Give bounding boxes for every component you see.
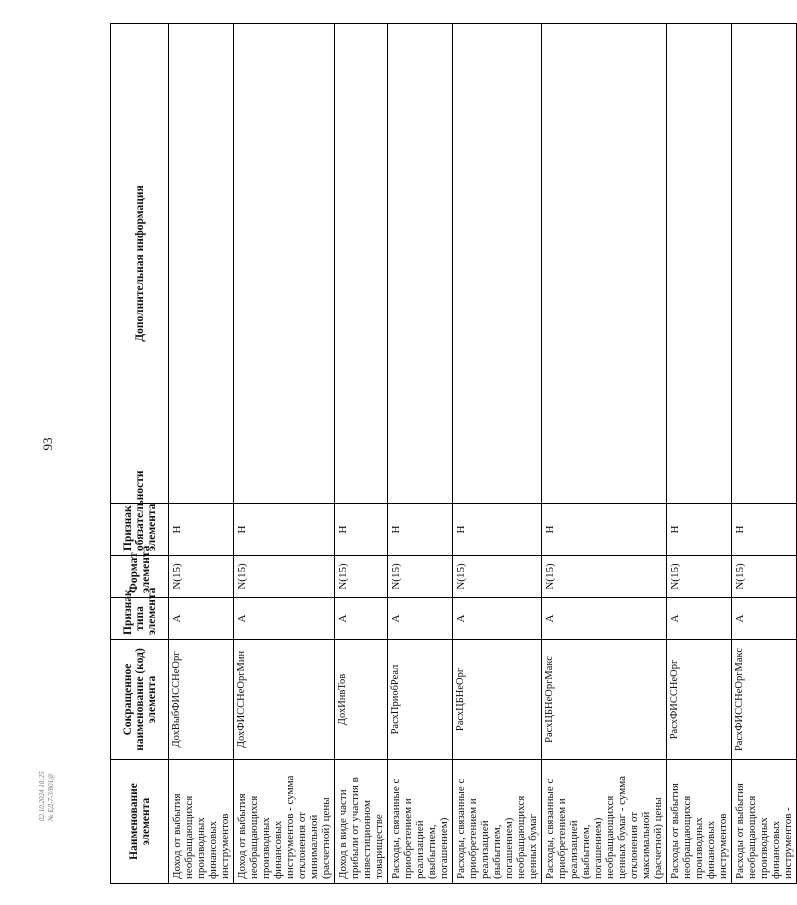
cell-required: Н bbox=[542, 504, 667, 556]
cell-name: Доход в виде части прибыли от участия в инвестиционном товариществе bbox=[335, 760, 388, 884]
cell-required: Н bbox=[335, 504, 388, 556]
cell-code: РасхЦБНеОргМакс bbox=[542, 640, 667, 760]
cell-info bbox=[542, 24, 667, 504]
cell-code: РасхФИССНеОрг bbox=[667, 640, 732, 760]
cell-required: Н bbox=[453, 504, 542, 556]
table-header-row bbox=[111, 24, 169, 884]
cell-type: А bbox=[542, 598, 667, 640]
cell-name: Расходы, связанные с приобретением и реализацией (выбытием, погашением) bbox=[388, 760, 453, 884]
cell-format: N(15) bbox=[732, 556, 797, 598]
cell-required: Н bbox=[667, 504, 732, 556]
cell-info bbox=[667, 24, 732, 504]
cell-code: РасхПриобРеал bbox=[388, 640, 453, 760]
cell-format: N(15) bbox=[542, 556, 667, 598]
page-number: 93 bbox=[40, 437, 55, 451]
header-type: Признак типа элемента bbox=[111, 598, 169, 640]
cell-required: Н bbox=[169, 504, 234, 556]
header-required: Признак обязательности элемента bbox=[111, 504, 169, 556]
table-row bbox=[335, 24, 388, 884]
cell-type: А bbox=[667, 598, 732, 640]
cell-name: Доход от выбытия необращающихся производных финансовых инструментов - сумма отклонения от минимальной (расчетной) цены bbox=[234, 760, 335, 884]
elements-table bbox=[110, 23, 797, 884]
cell-info bbox=[732, 24, 797, 504]
cell-name: Расходы, связанные с приобретением и реализацией (выбытием, погашением) необращающихся ценных бумаг bbox=[453, 760, 542, 884]
header-name: Наименование элемента bbox=[111, 760, 169, 884]
table-row bbox=[732, 24, 797, 884]
header-format: Формат элемента bbox=[111, 556, 169, 598]
cell-type: А bbox=[732, 598, 797, 640]
cell-name: Расходы от выбытия необращающихся производных финансовых инструментов - bbox=[732, 760, 797, 884]
cell-name: Расходы, связанные с приобретением и реализацией (выбытием, погашением) необращающихся ценных бумаг - сумма отклонения от максимальной (расчетной) цены bbox=[542, 760, 667, 884]
registration-stamp: 02.10.2024 18:25 № ЕД-7-3/801@ bbox=[38, 771, 55, 821]
cell-info bbox=[234, 24, 335, 504]
cell-code: ДохФИССНеОргМин bbox=[234, 640, 335, 760]
cell-code: ДохВыбФИССНеОрг bbox=[169, 640, 234, 760]
cell-type: А bbox=[335, 598, 388, 640]
cell-format: N(15) bbox=[234, 556, 335, 598]
rotated-table-wrapper bbox=[110, 24, 794, 884]
table-row bbox=[667, 24, 732, 884]
cell-format: N(15) bbox=[335, 556, 388, 598]
cell-name: Доход от выбытия необращающихся производных финансовых инструментов bbox=[169, 760, 234, 884]
cell-info bbox=[453, 24, 542, 504]
cell-format: N(15) bbox=[169, 556, 234, 598]
header-info: Дополнительная информация bbox=[111, 24, 169, 504]
cell-format: N(15) bbox=[667, 556, 732, 598]
cell-code: РасхФИССНеОргМакс bbox=[732, 640, 797, 760]
table-row bbox=[453, 24, 542, 884]
cell-required: Н bbox=[234, 504, 335, 556]
cell-code: РасхЦБНеОрг bbox=[453, 640, 542, 760]
cell-type: А bbox=[388, 598, 453, 640]
cell-type: А bbox=[234, 598, 335, 640]
cell-type: А bbox=[169, 598, 234, 640]
cell-type: А bbox=[453, 598, 542, 640]
cell-name: Расходы от выбытия необращающихся производных финансовых инструментов bbox=[667, 760, 732, 884]
cell-required: Н bbox=[388, 504, 453, 556]
header-code: Сокращенное наименование (код) элемента bbox=[111, 640, 169, 760]
table-row bbox=[234, 24, 335, 884]
cell-info bbox=[388, 24, 453, 504]
cell-format: N(15) bbox=[388, 556, 453, 598]
cell-format: N(15) bbox=[453, 556, 542, 598]
cell-info bbox=[335, 24, 388, 504]
cell-code: ДохИнвТов bbox=[335, 640, 388, 760]
cell-info bbox=[169, 24, 234, 504]
table-row bbox=[169, 24, 234, 884]
cell-required: Н bbox=[732, 504, 797, 556]
table-row bbox=[542, 24, 667, 884]
table-row bbox=[388, 24, 453, 884]
